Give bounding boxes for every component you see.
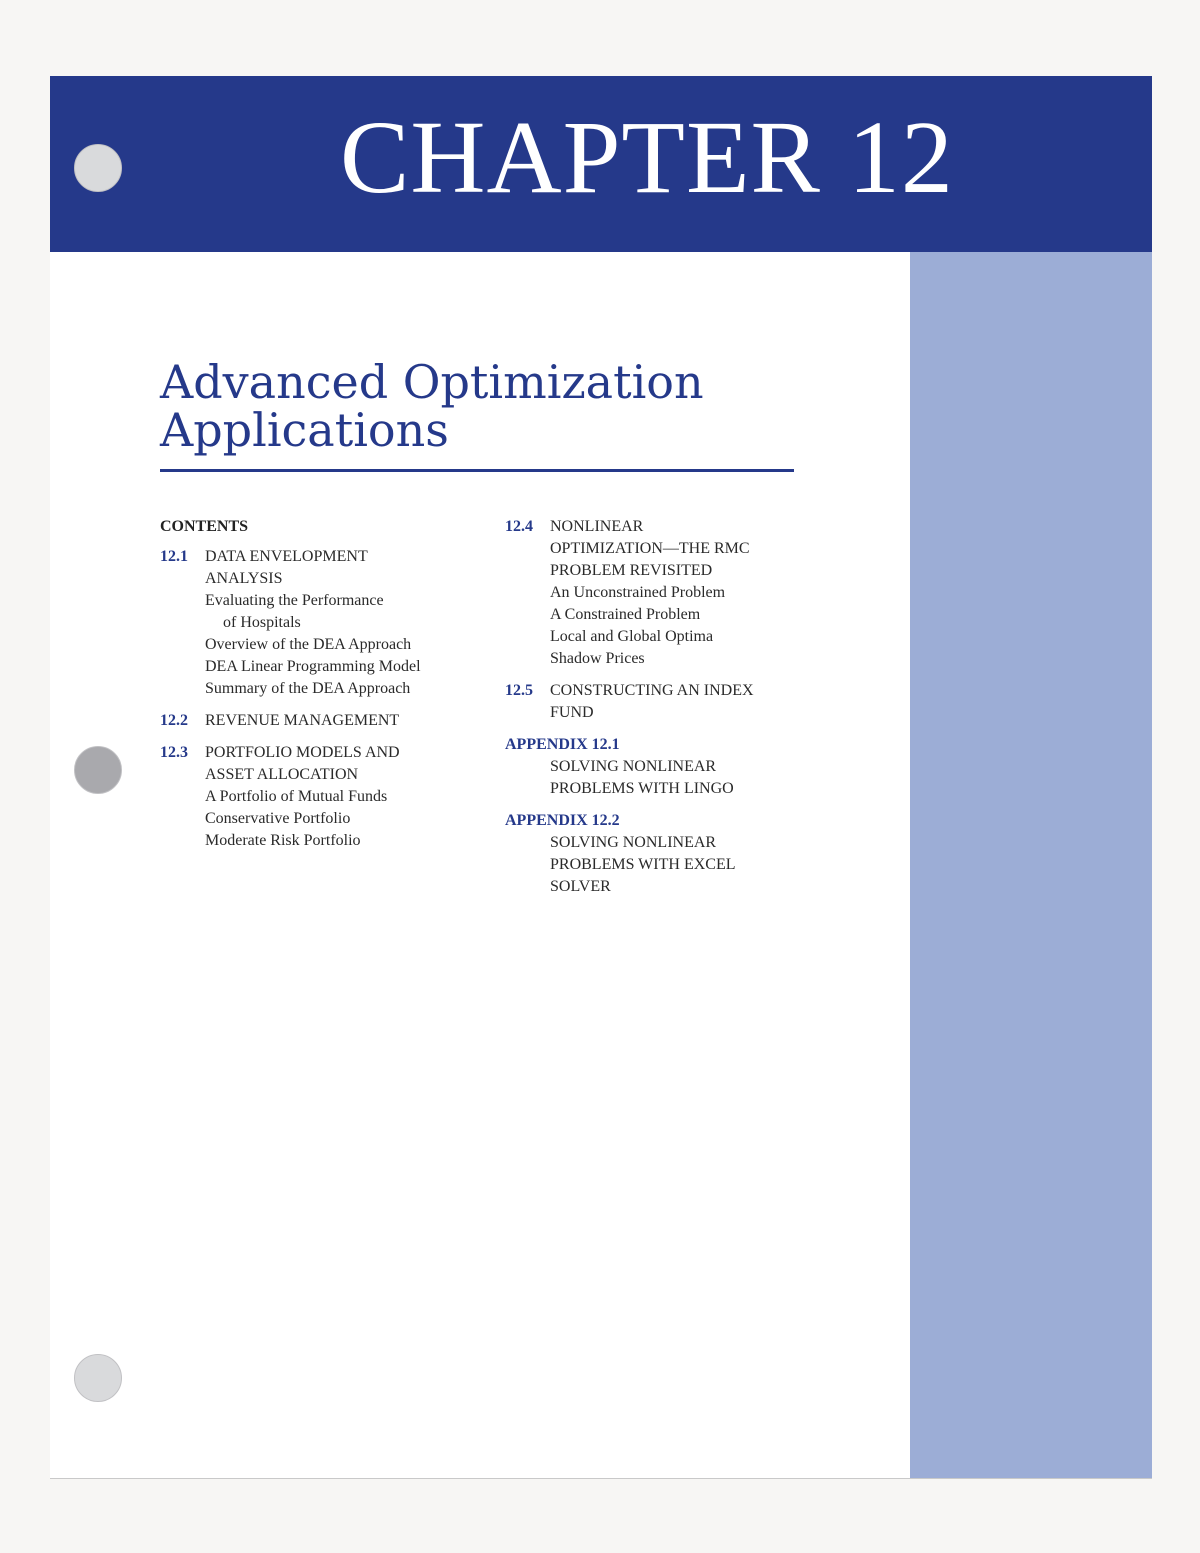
toc-appendix-12-1 <box>505 734 805 800</box>
toc-section-12-4 <box>505 516 805 670</box>
appendix-title-line: PROBLEMS WITH LINGO <box>550 780 734 797</box>
toc-section-12-3 <box>160 742 480 852</box>
section-number: 12.5 <box>505 682 533 699</box>
appendix-title-line: SOLVING NONLINEAR <box>550 758 717 775</box>
section-title-line: DATA ENVELOPMENT <box>205 548 368 565</box>
subsection-item: A Constrained Problem <box>550 606 701 623</box>
section-title-line: ANALYSIS <box>205 570 283 587</box>
appendix-title-line: PROBLEMS WITH EXCEL <box>550 856 736 873</box>
chapter-title-line-2: Applications <box>160 403 449 457</box>
chapter-title <box>160 355 704 457</box>
appendix-label: APPENDIX 12.1 <box>505 736 620 753</box>
subsection-item: Summary of the DEA Approach <box>205 680 411 697</box>
section-title-line: PORTFOLIO MODELS AND <box>205 744 400 761</box>
title-divider <box>160 469 794 472</box>
appendix-title-line: SOLVING NONLINEAR <box>550 834 717 851</box>
section-title-line: OPTIMIZATION—THE RMC <box>550 540 750 557</box>
subsection-item: DEA Linear Programming Model <box>205 658 421 675</box>
punch-hole-icon <box>74 746 122 794</box>
toc-appendix-12-2 <box>505 810 805 898</box>
subsection-item: An Unconstrained Problem <box>550 584 726 601</box>
subsection-item: A Portfolio of Mutual Funds <box>205 788 388 805</box>
subsection-item: Overview of the DEA Approach <box>205 636 412 653</box>
subsection-item: Shadow Prices <box>550 650 645 667</box>
section-number: 12.4 <box>505 518 533 535</box>
book-page <box>50 76 1152 1479</box>
section-number: 12.1 <box>160 548 188 565</box>
section-number: 12.3 <box>160 744 188 761</box>
section-title-line: FUND <box>550 704 594 721</box>
subsection-item: Evaluating the Performance <box>205 592 384 609</box>
toc-section-12-1 <box>160 546 480 700</box>
subsection-item: Local and Global Optima <box>550 628 714 645</box>
section-title-line: NONLINEAR <box>550 518 644 535</box>
section-title-line: PROBLEM REVISITED <box>550 562 713 579</box>
section-title-line: CONSTRUCTING AN INDEX <box>550 682 754 699</box>
contents-right-column <box>505 516 805 908</box>
appendix-label: APPENDIX 12.2 <box>505 812 620 829</box>
chapter-title-line-1: Advanced Optimization <box>160 355 704 409</box>
contents-left-column <box>160 516 480 862</box>
subsection-item: Conservative Portfolio <box>205 810 351 827</box>
section-number: 12.2 <box>160 712 188 729</box>
toc-section-12-5 <box>505 680 805 724</box>
punch-hole-icon <box>74 1354 122 1402</box>
toc-section-12-2 <box>160 710 480 732</box>
contents-heading: CONTENTS <box>160 518 249 535</box>
chapter-header-band <box>50 76 1152 252</box>
section-title-line: REVENUE MANAGEMENT <box>205 712 400 729</box>
punch-hole-icon <box>74 144 122 192</box>
chapter-label: CHAPTER 12 <box>340 100 954 215</box>
subsection-item: Moderate Risk Portfolio <box>205 832 361 849</box>
appendix-title-line: SOLVER <box>550 878 611 895</box>
subsection-item: of Hospitals <box>223 614 301 631</box>
side-color-strip <box>910 252 1152 1478</box>
section-title-line: ASSET ALLOCATION <box>205 766 359 783</box>
